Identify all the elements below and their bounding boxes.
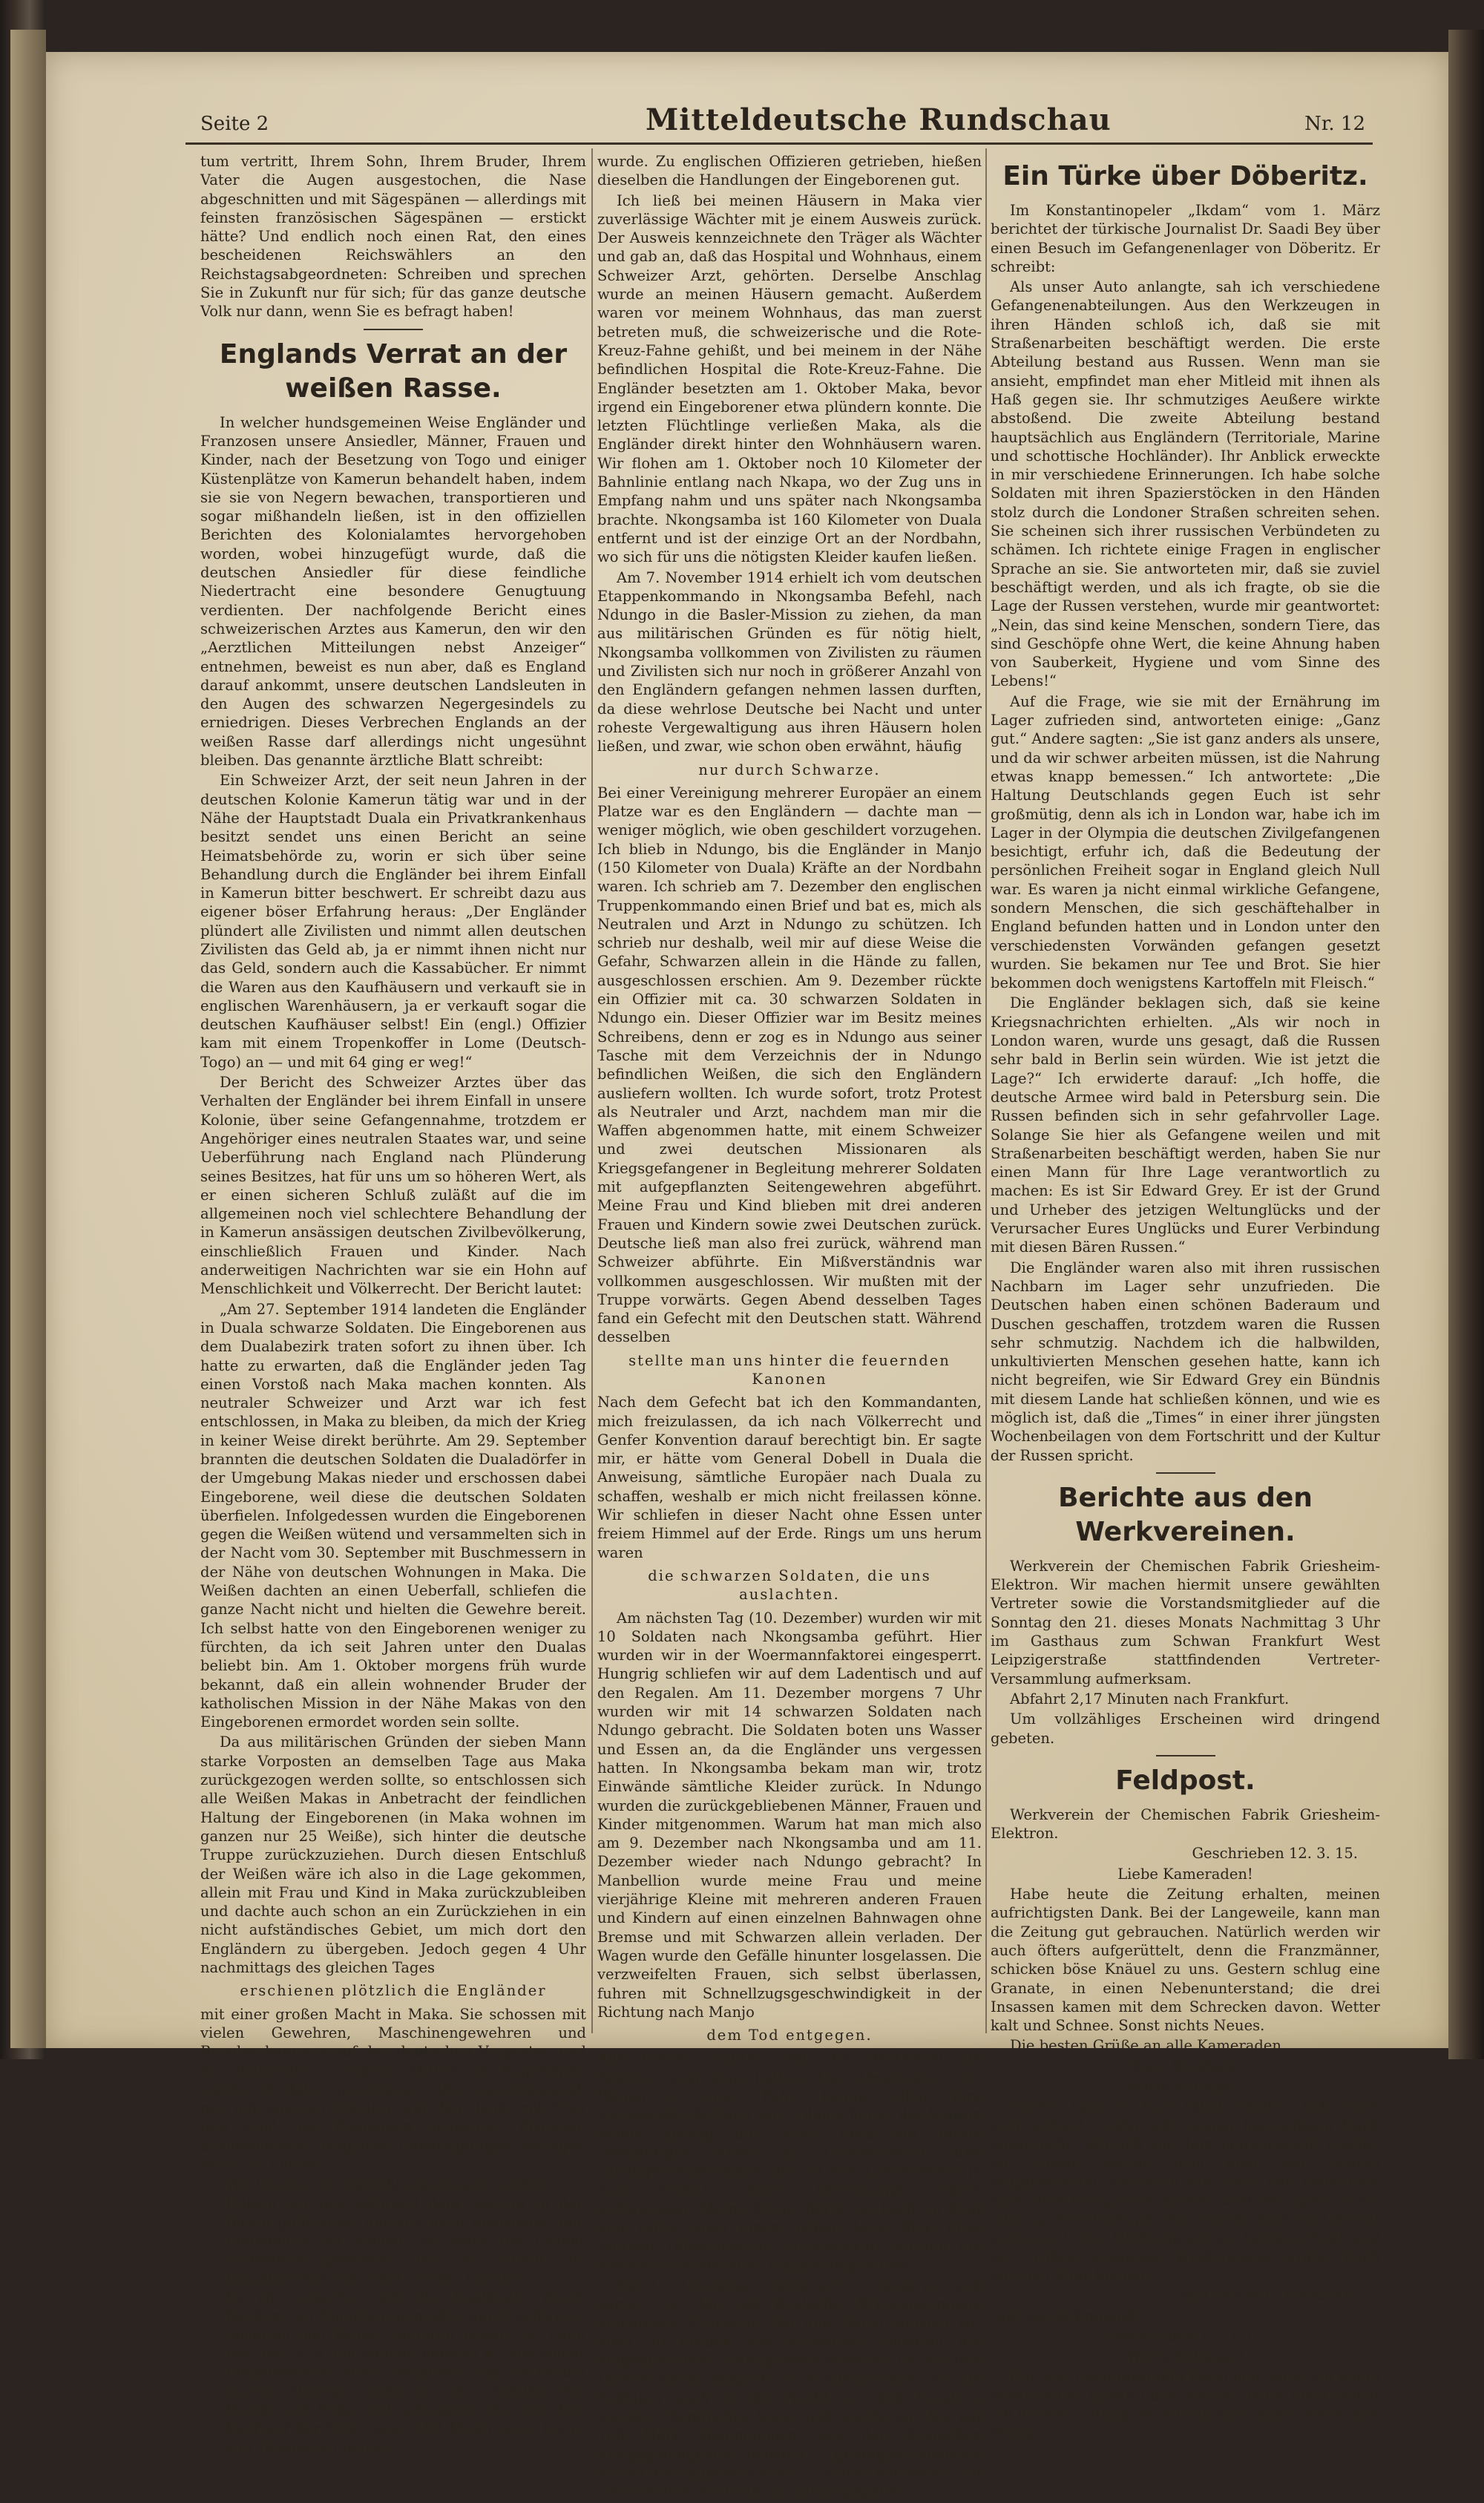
paragraph: „Am 27. September 1914 landeten die Engländer in Duala schwarze Soldaten. Die Eingeborenen aus dem Dualabezirk traten sofort zu ihnen über. Ich hatte zu erwarten, daß die Engländer jeden Tag einen Vorstoß nach Maka machen konnten. Als neutraler Schweizer und Arzt war ich fest entschlossen, in Maka zu bleiben, da mich der Krieg in keiner Weise direkt berührte. Am 29. September brannten die deutschen Soldaten die Dualadörfer in der Umgebung Makas nieder und erschossen dabei Eingeborene, weil diese die deutschen Soldaten überfielen. Infolgedessen wurden die Eingeborenen gegen die Weißen wütend und versammelten sich in der Nacht vom 30. September mit Buschmessern in der Nähe von deutschen Wohnungen in Maka. Die Weißen dachten an einen Ueberfall, schliefen die ganze Nacht nicht und hielten die Gewehre bereit. Ich selbst hatte von den Eingeborenen weniger zu fürchten, da ich seit Jahren unter den Dualas beliebt bin. Am 1. Oktober morgens früh wurde bekannt, daß ein allein wohnender Bruder der katholischen Mission in der Nähe Makas von den Eingeborenen ermordet worden sein sollte. xyxy=(200,1300,586,1731)
letter-greeting: Werte Kollegen! xyxy=(1126,2348,1245,2366)
paragraph: Da aus militärischen Gründen der sieben Mann starke Vorposten an demselben Tage aus Maka zurückgezogen werden sollte, so entschlossen sich alle Weißen Makas in Anbetracht der feindlichen Haltung der Eingeborenen (in Maka wohnen im ganzen nur 25 Weiße), sich hinter die deutsche Truppe zurückzuziehen. Durch diesen Entschluß der Weißen wäre ich also in die Lage gekommen, allein mit Frau und Kind in Maka zurückzubleiben und dachte auch schon an ein Zurückziehen in ein nicht aufständisches Gebiet, um mich dort den Engländern zu übergeben. Jedoch gegen 4 Uhr nachmittags des gleichen Tages xyxy=(200,1733,586,1977)
letter-greeting: Liebe Kameraden! xyxy=(1117,1865,1253,1883)
paragraph: Abfahrt 2,17 Minuten nach Frankfurt. xyxy=(1010,1690,1290,1708)
section-rule xyxy=(364,329,423,330)
spaced-emphasis: die schwarzen Soldaten, die uns auslachten. xyxy=(648,1567,931,1604)
column-3 xyxy=(991,152,1380,2444)
list-item: 3. Es ist Tatsache, daß die Engländer durch Banden von Eingeborenen oder durch schwarze Soldaten alle Weiße abführen ließen. So steht fest, daß z. B. ein Weißer, namens K., von solchs Eingeborenen (nicht Soldaten!) total entkleidet wurde. Hierauf rissen sie ihn, banden ihm Hände und Füße und schleppten ihn, mit dem Kopf auf der Erde, etwa 100 Meter weit, bis er von Togoleuten befreit xyxy=(226,2288,586,2457)
spaced-emphasis: dem Tod entgegen. xyxy=(706,2027,873,2044)
issue-number: Nr. 12 xyxy=(1304,113,1365,135)
column-divider xyxy=(591,148,593,2033)
paragraph: Die Engländer waren also mit ihren russischen Nachbarn im Lager sehr unzufrieden. Die Deutschen haben einen schönen Baderaum und Duschen geschaffen, trotzdem waren die Russen sehr schmutzig. Nachdem ich die halbwilden, unkultivierten Menschen gesehen hatte, kann ich nicht begreifen, wie Sir Edward Grey ein Bündnis mit diesem Lande hat schließen können, und wie es möglich ist, daß die „Times“ in einer ihrer jüngsten Wochenbeilagen von dem Fortschritt und der Kultur der Russen spricht. xyxy=(991,1259,1380,1464)
paragraph: In welcher hundsgemeinen Weise Engländer und Franzosen unsere Ansiedler, Männer, Frauen und Kinder, nach der Besetzung von Togo und einiger Küstenplätze von Kamerun behandelt haben, indem sie sie von Negern bewachen, transportieren und sogar mißhandeln ließen, ist in den offiziellen Berichten des Kolonialamtes hervorgehoben worden, wobei hinzugefügt wurde, daß die deutschen Ansiedler für diese feindliche Niedertracht eine besondere Genugtuung verdienten. Der nachfolgende Bericht eines schweizerischen Arztes aus Kamerun, den wir den „Aerztlichen Mitteilungen nebst Anzeiger“ entnehmen, beweist es nun aber, daß es England darauf ankommt, unsere deutschen Landsleuten in den Augen des schwarzen Negergesindels zu erniedrigen. Dieses Verbrechen Englands an der weißen Rasse darf allerdings nicht ungesühnt bleiben. Das genannte ärztliche Blatt schreibt: xyxy=(200,413,586,770)
page-number: Seite 2 xyxy=(200,113,269,135)
masthead-title: Mitteldeutsche Rundschau xyxy=(646,102,1112,137)
spaced-emphasis: nur durch Schwarze. xyxy=(698,761,881,778)
paragraph: mit einer großen Macht in Maka. Sie schossen mit vielen Gewehren, Maschinengewehren und Revolverkanonen auf den deutschen Vorposten und die fliehenden Zivilisten. Mitten im Kugelregen wurde ich daher gezwungen, alles zurücklassend, nur mit unseren Kleidern auf dem Leib, mit Frau und Kind den fliehenden deutschen Zivilisten anzuschließen. Folgende Ueberlegungen zwangen mich zur Flucht: xyxy=(200,2005,586,2173)
paragraph: Die besten Grüße an alle Kameraden xyxy=(1010,2037,1281,2055)
section-rule xyxy=(1156,1755,1215,1756)
article-heading: Englands Verrat an der weißen Rasse. xyxy=(219,338,568,404)
paragraph: Gott strafe England! xyxy=(991,2307,1141,2325)
paragraph: wurde. Zu englischen Offizieren getrieben, hießen dieselben die Handlungen der Eingeborenen gut. xyxy=(597,153,982,189)
page-fore-edge xyxy=(1448,30,1484,2059)
column-1 xyxy=(200,152,586,2457)
section-rule xyxy=(1156,1472,1215,1474)
paragraph: Das von Euch gesandte Päckchen, habe ich heute erhalten und danke Euch bestens dafür. Auch erhielt ich unsere Zeitung. Man freut sich immer wenn man etwas xyxy=(991,2368,1380,2442)
paragraph: Am 7. November 1914 erhielt ich vom deutschen Etappenkommando in Nkongsamba Befehl, nach Ndungo in die Basler-Mission zu ziehen, da man aus militärischen Gründen es für nötig hielt, Nkongsamba vollkommen von Zivilisten zu räumen und Zivilisten sich nur noch in größerer Anzahl von den Engländern gefangen nehmen lassen durften, da diese wehrlose Deutsche bei Nacht und unter roheste Vergewaltigung aus ihren Häusern holen ließen, und zwar, wie schon oben erwähnt, häufig xyxy=(597,568,982,755)
paragraph: Ich ließ bei meinen Häusern in Maka vier zuverlässige Wächter mit je einem Ausweis zurück. Der Ausweis kennzeichnete den Träger als Wächter und gab an, daß das Hospital und Wohnhaus, einem Schweizer Arzt, gehörten. Derselbe Anschlag wurde an meinen Häusern gemacht. Außerdem waren vor meinem Wohnhaus, das man zuerst betreten muß, die schweizerische und die Rote-Kreuz-Fahne gehißt, und bei meinem in der Nähe befindlichen Hospital die Rote-Kreuz-Fahne. Die Engländer besetzten am 1. Oktober Maka, bevor irgend ein Eingeborener etwa plündern konnte. Die letzten Flüchtlinge verließen Maka, als die Engländer direkt hinter den Wohnhäusern waren. Wir flohen am 1. Oktober noch 10 Kilometer der Bahnlinie entlang nach Nkapa, wo der Zug uns in Empfang nahm und uns später nach Nkongsamba brachte. Nkongsamba ist 160 Kilometer von Duala entfernt und ist der einzige Ort an der Nordbahn, wo sich für uns die nötigsten Kleider kaufen ließen. xyxy=(597,191,982,566)
column-divider xyxy=(985,148,987,2033)
article-heading: Ein Türke über Döberitz. xyxy=(1002,161,1368,191)
section-heading: Feldpost. xyxy=(1115,1765,1255,1796)
letter-date: Geschrieben 11. 3. 15. xyxy=(1102,2327,1269,2345)
letter-signature: Euer Korthals. xyxy=(1132,2057,1239,2075)
letter-date: Geschrieben 12. 3. 15. xyxy=(1192,1845,1358,1863)
paragraph: Auf die Frage, wie sie mit der Ernährung im Lager zufrieden sind, antworteten einige: „Ganz gut.“ Andere sagten: „Sie ist ganz anders als unsere, und da wir schwer arbeiten müssen, ist die Nahrung etwas knapp bemessen.“ Ich antwortete: „Die Haltung Deutschlands gegen Euch ist sehr großmütig, denn als ich in London war, habe ich im Lager in der Olympia die deutschen Zivilgefangenen besichtigt, erfuhr ich, daß die Bedeutung der persönlichen Freiheit sogar in England gleich Null war. Es waren ja nicht einmal wirkliche Gefangene, sondern Menschen, die sich geschäftehalber in England befunden hatten und in London unter den verschiedensten Vorwänden gefangen gesetzt wurden. Sie bekamen nur Tee und Brot. Sie hier bekommen doch wenigstens Kartoffeln mit Fleisch.“ xyxy=(991,692,1380,992)
letter-signature: Matrose Willi Vierwirth. xyxy=(1181,2287,1358,2305)
paragraph: Alle Frauen wußten, daß die Deutschen die Brücken gesprengt hatten. Das Abspringen vom Wagen in voller Fahrt konnte allein ihre verzweifelte Rettung sein. Gleich hinter der Station Manjo sprang die letzte Frau mit ihrem zweijährigen Kinde ab (Schweizerin), und zufälligerweise kamen alle mit dem Leben davon, ja nicht einmal schwere Verletzungen waren aufzuweisen. Meine Kleine hatte ein Loch im Kopf und verlor etwa einen halben Liter Blut. Frau Wittwer (Missionsfrau, Schweizerin) wurden die oberen Schneidezähne eingeschlagen usw. xyxy=(597,2050,982,2274)
page-binding-edge xyxy=(10,30,46,2048)
reasons-list xyxy=(200,2175,586,2456)
spaced-emphasis: erschienen plötzlich die Engländer xyxy=(240,1982,547,2000)
paragraph: Der Bericht des Schweizer Arztes über das Verhalten der Engländer bei ihrem Einfall in unsere Kolonie, über seine Gefangennahme, trotzdem er Angehöriger eines neutralen Staates war, und seine Ueberführung nach England nach Plünderung seines Besitzes, hat für uns um so höheren Wert, als er einen sicheren Schluß zuläßt auf die im allgemeinen noch viel schlechtere Behandlung der in Kamerun ansässigen deutschen Zivilbevölkerung, einschließlich Frauen und Kinder. Nach anderweitigen Nachrichten war sie ein Hohn auf Menschlichkeit und Völkerrecht. Der Bericht lautet: xyxy=(200,1074,586,1298)
article-continuation: tum vertritt, Ihrem Sohn, Ihrem Bruder, Ihrem Vater die Augen ausgestochen, die Nase abgeschnitten und mit Sägespänen — allerdings mit feinsten französischen Sägespänen — erstickt hätte? Und endlich noch einen Rat, den eines bescheidenen Reichswählers an den Reichstagsabgeordneten: Schreiben und sprechen Sie in Zukunft nur für sich; für das ganze deutsche Volk nur dann, wenn Sie es befragt haben! xyxy=(200,153,586,321)
paragraph: Um vollzähliges Erscheinen wird dringend gebeten. xyxy=(991,1710,1380,1747)
paragraph: Nach dem Gefecht bat ich den Kommandanten, mich freizulassen, da ich nach Völkerrecht und Genfer Konvention darauf berechtigt bin. Er sagte mir, er hätte vom General Dobell in Duala die Anweisung, sämtliche Europäer nach Duala zu schaffen, weshalb er mich nicht freilassen könne. Wir schliefen in dieser Nacht ohne Essen unter freiem Himmel auf der Erde. Rings um uns herum waren xyxy=(597,1394,982,1561)
column-2 xyxy=(597,152,982,2503)
paragraph: Werkverein der Chemischen Fabrik Griesheim-Elektron. Wir machen hiermit unsere gewählten Vertreter sowie die Vorstandsmitglieder auf die Sonntag den 21. dieses Monats Nachmittag 3 Uhr im Gasthaus zum Schwan Frankfurt West Leipzigerstraße stattfindenden Vertreter-Versammlung aufmerksam. xyxy=(991,1557,1380,1687)
spaced-emphasis: stellte man uns hinter die feuernden Kanonen xyxy=(628,1351,951,1388)
paragraph: Als unser Auto anlangte, sah ich verschiedene Gefangenenabteilungen. Aus den Werkzeugen in ihren Händen schloß ich, daß sie mit Straßenarbeiten beschäftigt werden. Die erste Abteilung bestand aus Russen. Wenn man sie ansieht, empfindet man eher Mitleid mit ihnen als Haß gegen sie. Ihr schmutziges Aeußere wirkte abstoßend. Die zweite Abteilung bestand hauptsächlich aus Engländern (Territoriale, Marine und schottische Hochländer). Ihr Anblick erweckte in mir verschiedene Erinnerungen. Ich habe solche Soldaten mit ihren Spazierstöcken in den Händen stolz durch die Londoner Straßen schreiten sehen. Sie scheinen sich ihrer russischen Verbündeten zu schämen. Ich richtete einige Fragen in englischer Sprache an sie. Sie antworteten mir, daß sie zuviel beschäftigt werden, und als ich fragte, ob sie die Lage der Russen verstehen, wurde mir geantwortet: „Nein, das sind keine Menschen, sondern Tiere, das sind Geschöpfe ohne Wert, die keine Ahnung haben von Sauberkeit, Hygiene und vom Sinne des Lebens!“ xyxy=(991,278,1380,690)
page-header xyxy=(186,96,1373,141)
paragraph: Werkverein der Chemischen Fabrik Griesheim-Elektron. xyxy=(991,1805,1380,1843)
paragraph: Die Engländer beklagen sich, daß sie keine Kriegsnachrichten erhielten. „Als wir noch in London waren, wurde uns gesagt, daß die Russen sehr bald in Berlin sein würden. Wie ist jetzt die Lage?“ Ich erwiderte darauf: „Ich hoffe, die deutsche Armee wird bald in Petersburg sein. Die Russen befinden sich in sehr gefahrvoller Lage. Solange Sie hier als Gefangene weilen und mit Straßenarbeiten beschäftigt werden, haben Sie nur einen Mann für Ihre Lage verantwortlich zu machen: Es ist Sir Edward Grey. Er ist der Grund und Urheber des jetzigen Weltunglücks und der Verursacher Eures Unglücks und Eurer Verbindung mit diesen Bären Russen.“ xyxy=(991,994,1380,1256)
paragraph: Im Konstantinopeler „Ikdam“ vom 1. März berichtet der türkische Journalist Dr. Saadi Bey über einen Besuch im Gefangenenlager von Döberitz. Er schreibt: xyxy=(991,202,1380,275)
paragraph: Habe heute die Zeitung erhalten, meinen aufrichtigsten Dank. Bei der Langeweile, kann man die Zeitung gut gebrauchen. Natürlich werden wir auch öfters aufgerüttelt, denn die Franzmänner, schicken böse Knäuel zu uns. Gestern schlug eine Granate, in einen Nebenunterstand; die drei Insassen kamen mit dem Schrecken davon. Wetter kalt und Schnee. Sonst nichts Neues. xyxy=(991,1886,1380,2035)
letter-greeting: Werte Kollegen! xyxy=(1126,2078,1245,2096)
paragraph: Am 13. Dezember trafen wir in Duala ein und kamen zu den als deutsche Kriegsgefangene gehaltenen Zivilisten. Tag und Nacht wurden wir etwa 30 Frauen von schwarzen Soldaten mit aufgepflanztem Seitengewehr bewacht. Es war den Damen kaum möglich, sich auszuziehen, da die Soldaten auch in der Nacht vor den Fenstern standen. Sämtliches bare Geld wurde mir bis auf 100 Mark abgenommen, wie den deutschen Kriegsgefangenen Zivilisten, — gefangene Soldaten hatten die Engländer nicht, — wurde mir jedoch auf verschiedene Proteste hin zurückgegeben. xyxy=(597,2276,982,2501)
list-item: 2. Hätten wir uns während dem Gefecht in den Busch geflüchtet, um uns nach demselben den Engländern zu stellen, so wäre die Gefahr vorhanden gewesen, daß wir durch die Eingeborenen ermordet werden konnten. xyxy=(226,2194,586,2288)
header-rule xyxy=(186,142,1373,145)
list-item: 1. Wir konnten im Gefecht erschossen werden. xyxy=(226,2175,586,2194)
paragraph: Bei einer Vereinigung mehrerer Europäer an einem Platze war es den Engländern — dachte man — weniger möglich, wie oben geschildert vorzugehen. Ich blieb in Ndungo, bis die Engländer in Manjo (150 Kilometer von Duala) Kräfte an der Nordbahn waren. Ich schrieb am 7. Dezember den englischen Truppenkommando einen Brief und bat es, mich als Neutralen und Arzt in Ndungo zu schützen. Ich schrieb nur deshalb, weil mir auf diese Weise die Gefahr, Schwarzen allein in die Hände zu fallen, ausgeschlossen erschien. Am 9. Dezember rückte ein Offizier mit ca. 30 schwarzen Soldaten in Ndungo ein. Dieser Offizier war im Besitz meines Schreibens, denn er zog es in Ndungo aus seiner Tasche mit dem Verzeichnis der in Ndungo befindlichen Weißen, die sich den Engländern ausliefern wollten. Ich wurde sofort, trotz Protest als Neutraler und Arzt, nachdem man mir die Waffen abgenommen hatte, mit einem Schweizer und zwei deutschen Missionaren als Kriegsgefangener in Begleitung mehrerer Soldaten mit aufgepflanzten Seitengewehren abgeführt. Meine Frau und Kind blieben mit drei anderen Frauen und Kindern sowie zwei Deutschen zurück. Deutsche ließ man also frei zurück, während man Schweizer abführte. Ein Mißverständnis war vollkommen ausgeschlossen. Wir mußten mit der Truppe vorwärts. Gegen Abend desselben Tages fand ein Gefecht mit den Deutschen statt. Während desselben xyxy=(597,784,982,1346)
section-heading: Berichte aus den Werkvereinen. xyxy=(1058,1482,1313,1547)
paragraph: Ein Schweizer Arzt, der seit neun Jahren in der deutschen Kolonie Kamerun tätig war und in der Nähe der Hauptstadt Duala ein Privatkrankenhaus besitzt sendet uns einen Bericht an seine Heimatsbehörde zu, worin er sich über seine Behandlung durch die Engländer bei ihrem Einfall in Kamerun bitter beschwert. Er schreibt dazu aus eigener böser Erfahrung heraus: „Der Engländer plündert alle Zivilisten und nimmt allen deutschen Zivilisten das Geld ab, ja er nimmt ihnen nicht nur das Geld, sondern auch die Kassabücher. Er nimmt die Waren aus den Kaufhäusern und verkauft sie in englischen Warenhäusern, ja er verkauft sogar die deutschen Kaufhäuser selbst! Ein (engl.) Offizier kam mit einem Tropenkoffer in Lome (Deutsch-Togo) an — und mit 64 ging er weg!“ xyxy=(200,772,586,1071)
paragraph: Am nächsten Tag (10. Dezember) wurden wir mit 10 Soldaten nach Nkongsamba geführt. Hier wurden wir in der Woermannfaktorei eingesperrt. Hungrig schliefen wir auf dem Ladentisch und auf den Regalen. Am 11. Dezember morgens 7 Uhr wurden wir mit 14 schwarzen Soldaten nach Ndungo gebracht. Die Soldaten boten uns Wasser und Essen an, da die Engländer uns vergessen hatten. In Nkongsamba bekam man wir, trotz Einwände sämtliche Kleider zurück. In Ndungo wurden die zurückgebliebenen Männer, Frauen und Kinder mitgenommen. Warum hat man mich also am 9. Dezember nach Nkongsamba und am 11. Dezember wieder nach Ndungo gebracht? In Manbellion wurde meine Frau und meine vierjährige Kleine mit mehreren anderen Frauen und Kindern auf einen einzelnen Bahnwagen ohne Bremse und mit Schwarzen allein verladen. Der Wagen wurde den Gefälle hinunter losgelassen. Die verzweifelten Frauen, sich selbst überlassen, fuhren mit Schnellzugsgeschwindigkeit in der Richtung nach Manjo xyxy=(597,1609,982,2021)
paragraph: Soeben habe ich Euer Paket erhalten, habe mich sehr gefreut, wofür ich meinen herzlichsten Dank ausspreche. Wie ich aus dem Jahresbericht ersehe, hat unser Verein noch eine sehr starke Mitgliederzahl, was mich sehr freut und hoffentlich nach dem Krieg noch stärker wird. Mir geht es bis jetzt noch leidlich gut. Wir werden bald ins Gefecht kommen. In der Hoffnung auf ein baldiges Ende und ein frohes gesundes Wiedersehen grüßt Euch herzlich Euer Kollege xyxy=(991,2098,1380,2284)
